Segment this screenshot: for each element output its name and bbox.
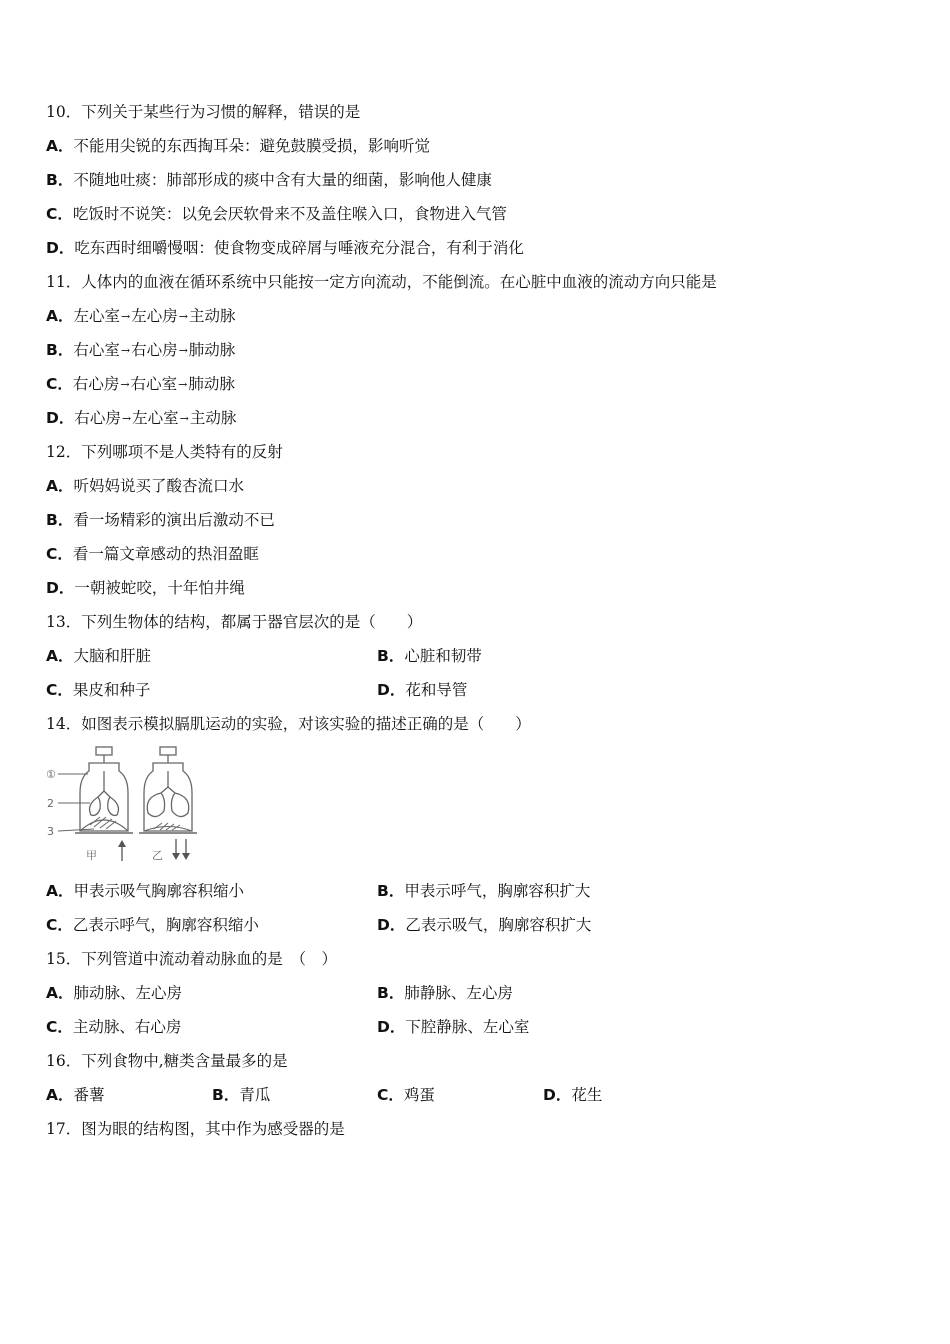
question-12-option-a[interactable]: A．听妈妈说买了酸杏流口水 [46, 477, 245, 495]
figure-mark-1: ① [46, 768, 56, 781]
question-10-option-b[interactable]: B．不随地吐痰：肺部形成的痰中含有大量的细菌，影响他人健康 [46, 171, 492, 189]
question-14-stem: 14．如图表示模拟膈肌运动的实验，对该实验的描述正确的是（ ） [46, 715, 531, 733]
arrow-icon: → [179, 412, 189, 425]
bell-jar-left [75, 747, 133, 833]
arrow-icon: → [121, 310, 131, 323]
question-10-option-d[interactable]: D．吃东西时细嚼慢咽：使食物变成碎屑与唾液充分混合，有利于消化 [46, 239, 524, 257]
question-16-option-d[interactable]: D．花生 [543, 1086, 603, 1104]
question-14-option-d[interactable]: D．乙表示吸气，胸廓容积扩大 [377, 916, 592, 934]
question-13-option-d[interactable]: D．花和导管 [377, 681, 468, 699]
question-10-option-a[interactable]: A．不能用尖锐的东西掏耳朵：避免鼓膜受损，影响听觉 [46, 137, 431, 155]
question-12-option-c[interactable]: C．看一篇文章感动的热泪盈眶 [46, 545, 259, 563]
figure-caption-yi: 乙 [152, 849, 163, 862]
arrow-icon: → [120, 344, 131, 357]
question-11-option-c[interactable]: C．右心房→右心室→肺动脉 [46, 375, 235, 393]
question-12-stem: 12．下列哪项不是人类特有的反射 [46, 443, 283, 461]
question-14-option-c[interactable]: C．乙表示呼气，胸廓容积缩小 [46, 916, 259, 934]
question-13-stem: 13．下列生物体的结构，都属于器官层次的是（ ） [46, 613, 423, 631]
question-10-stem: 10．下列关于某些行为习惯的解释，错误的是 [46, 103, 361, 121]
question-14-option-b[interactable]: B．甲表示呼气，胸廓容积扩大 [377, 882, 591, 900]
question-12-option-d[interactable]: D．一朝被蛇咬，十年怕井绳 [46, 579, 245, 597]
question-15-option-d[interactable]: D．下腔静脉、左心室 [377, 1018, 530, 1036]
figure-mark-3: 3 [47, 825, 54, 838]
question-15-stem: 15．下列管道中流动着动脉血的是 （ ） [46, 950, 337, 968]
question-16-option-b[interactable]: B．青瓜 [212, 1086, 271, 1104]
question-17-stem: 17．图为眼的结构图，其中作为感受器的是 [46, 1120, 345, 1138]
question-10-option-c[interactable]: C．吃饭时不说笑：以免会厌软骨来不及盖住喉入口，食物进入气管 [46, 205, 507, 223]
question-16-option-c[interactable]: C．鸡蛋 [377, 1086, 435, 1104]
arrow-icon: → [178, 378, 188, 391]
question-15-option-c[interactable]: C．主动脉、右心房 [46, 1018, 182, 1036]
question-11-stem: 11．人体内的血液在循环系统中只能按一定方向流动，不能倒流。在心脏中血液的流动方向只能是 [46, 273, 717, 291]
bell-jar-right [139, 747, 197, 833]
question-15-option-a[interactable]: A．肺动脉、左心房 [46, 984, 183, 1002]
figure-mark-2: 2 [47, 797, 54, 810]
question-11-option-d[interactable]: D．右心房→左心室→主动脉 [46, 409, 237, 427]
figure-caption-jia: 甲 [86, 849, 97, 862]
question-12-option-b[interactable]: B．看一场精彩的演出后激动不已 [46, 511, 275, 529]
arrow-icon: → [178, 344, 188, 357]
question-15-option-b[interactable]: B．肺静脉、左心房 [377, 984, 513, 1002]
question-16-stem: 16．下列食物中,糖类含量最多的是 [46, 1052, 288, 1070]
question-16-option-a[interactable]: A．番薯 [46, 1086, 105, 1104]
question-13-option-c[interactable]: C．果皮和种子 [46, 681, 151, 699]
question-13-option-a[interactable]: A．大脑和肝脏 [46, 647, 152, 665]
question-14-option-a[interactable]: A．甲表示吸气胸廓容积缩小 [46, 882, 245, 900]
arrow-icon: → [121, 412, 132, 425]
question-11-option-a[interactable]: A．左心室→左心房→主动脉 [46, 307, 236, 325]
question-11-option-b[interactable]: B．右心室→右心房→肺动脉 [46, 341, 236, 359]
diaphragm-model-figure [44, 743, 209, 865]
arrow-icon: → [178, 310, 188, 323]
arrow-icon: → [120, 378, 130, 391]
question-13-option-b[interactable]: B．心脏和韧带 [377, 647, 482, 665]
